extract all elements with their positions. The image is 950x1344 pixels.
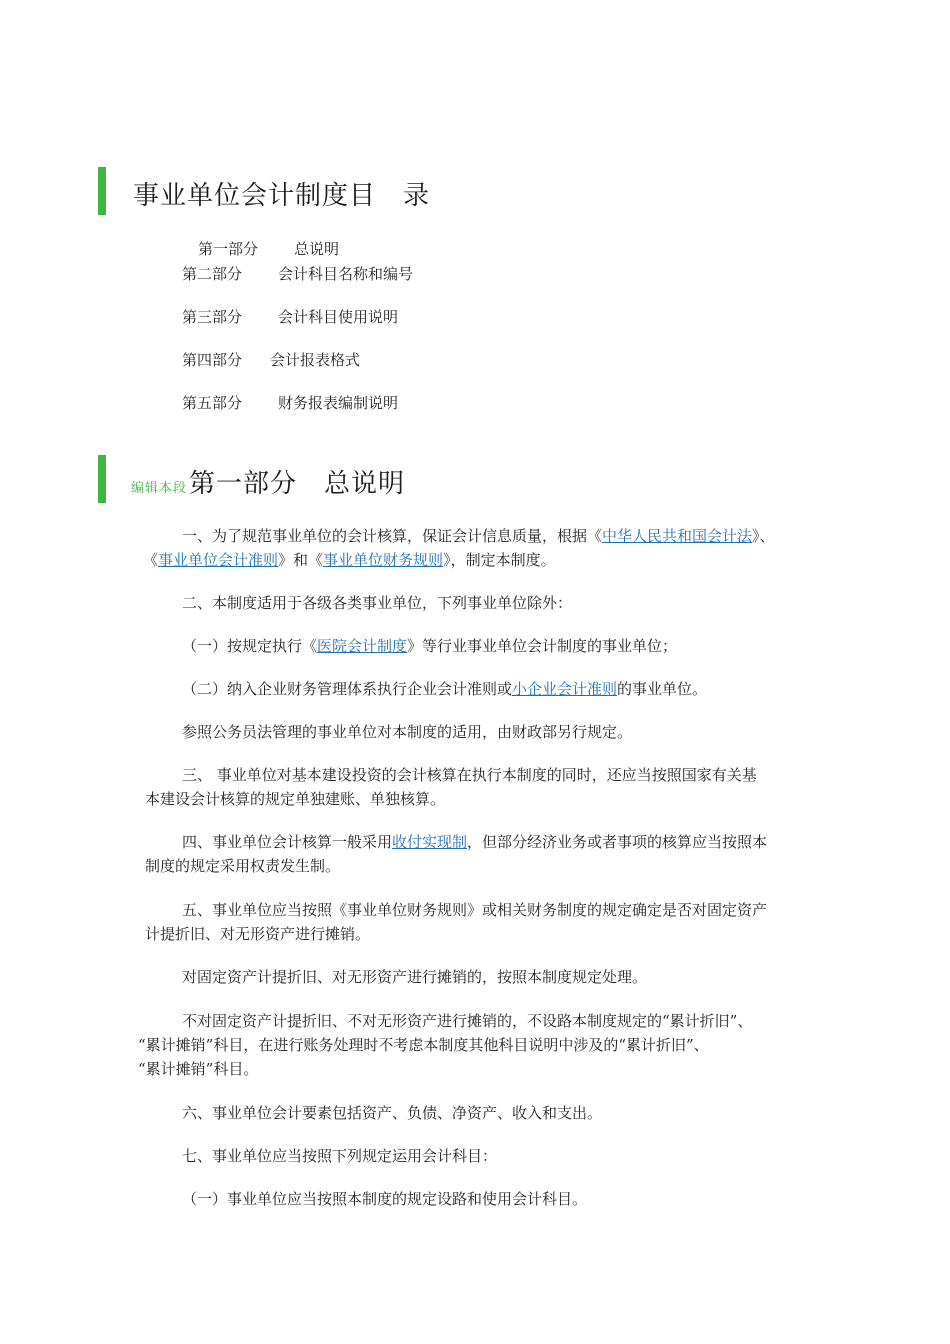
- paragraph: 五、事业单位应当按照《事业单位财务规则》或相关财务制度的规定确定是否对固定资产: [182, 901, 768, 919]
- text-run: 一、为了规范事业单位的会计核算，保证会计信息质量，根据《: [182, 527, 603, 545]
- text-run: 》和《: [278, 551, 324, 569]
- small-enterprise-standard-link[interactable]: 小企业会计准则: [512, 680, 618, 698]
- text-run: 四、事业单位会计核算一般采用: [182, 833, 393, 851]
- text-run: 》等行业事业单位会计制度的事业单位；: [407, 637, 678, 655]
- paragraph: 对固定资产计提折旧、对无形资产进行摊销的，按照本制度规定处理。: [182, 968, 648, 986]
- toc-item-number: 第二部分: [182, 265, 243, 283]
- text-run: 的事业单位。: [617, 680, 708, 698]
- paragraph: 三、 事业单位对基本建设投资的会计核算在执行本制度的同时，还应当按照国家有关基: [182, 766, 757, 784]
- paragraph-continuation: “累计摊销”科目，在进行账务处理时不考虑本制度其他科目说明中涉及的“累计折旧”、: [138, 1036, 709, 1054]
- paragraph-continuation: [143, 548, 556, 572]
- paragraph: [182, 634, 677, 658]
- paragraph-continuation: 制度的规定采用权责发生制。: [145, 857, 341, 875]
- heading-accent-bar: [98, 167, 106, 215]
- accounting-standard-link[interactable]: 事业单位会计准则: [158, 551, 279, 569]
- paragraph-continuation: 计提折旧、对无形资产进行摊销。: [145, 925, 371, 943]
- paragraph: 不对固定资产计提折旧、不对无形资产进行摊销的，不设路本制度规定的“累计折旧”、: [182, 1012, 753, 1030]
- text-run: 》，制定本制度。: [443, 551, 556, 569]
- toc-item[interactable]: [182, 306, 398, 327]
- toc-item-number: 第四部分: [182, 351, 243, 369]
- toc-title: 事业单位会计制度目 录: [133, 181, 431, 211]
- paragraph: [182, 677, 707, 701]
- section-heading: [131, 463, 405, 500]
- paragraph: 七、事业单位应当按照下列规定运用会计科目：: [182, 1147, 498, 1165]
- toc-item-title: 会计科目名称和编号: [278, 265, 414, 283]
- financial-rules-link[interactable]: 事业单位财务规则: [323, 551, 444, 569]
- text-run: （一）按规定执行《: [182, 637, 318, 655]
- paragraph-continuation: “累计摊销”科目。: [138, 1060, 259, 1078]
- toc-item-number: 第五部分: [182, 394, 243, 412]
- text-run: （二）纳入企业财务管理体系执行企业会计准则或: [182, 680, 513, 698]
- paragraph: 六、事业单位会计要素包括资产、负债、净资产、收入和支出。: [182, 1104, 603, 1122]
- paragraph: 参照公务员法管理的事业单位对本制度的适用，由财政部另行规定。: [182, 723, 633, 741]
- paragraph: [182, 830, 767, 854]
- section-title: 第一部分 总说明: [189, 469, 406, 499]
- toc-item[interactable]: [182, 263, 413, 284]
- accounting-law-link[interactable]: 中华人民共和国会计法: [602, 527, 753, 545]
- hospital-accounting-link[interactable]: 医院会计制度: [317, 637, 408, 655]
- toc-item-number: 第三部分: [182, 308, 243, 326]
- toc-item[interactable]: [198, 238, 339, 259]
- edit-section-link[interactable]: 编辑本段: [131, 481, 188, 496]
- text-run: 《: [143, 551, 159, 569]
- toc-item-title: 总说明: [294, 240, 340, 258]
- cash-basis-link[interactable]: 收付实现制: [392, 833, 468, 851]
- paragraph-continuation: 本建设会计核算的规定单独建账、单独核算。: [145, 790, 446, 808]
- toc-item-title: 会计报表格式: [270, 351, 361, 369]
- toc-item[interactable]: [182, 392, 398, 413]
- toc-item[interactable]: [182, 349, 360, 370]
- paragraph: 二、本制度适用于各级各类事业单位，下列事业单位除外：: [182, 594, 573, 612]
- toc-item-title: 会计科目使用说明: [278, 308, 399, 326]
- toc-item-number: 第一部分: [198, 240, 259, 258]
- paragraph: [182, 524, 775, 548]
- text-run: ，但部分经济业务或者事项的核算应当按照本: [467, 833, 768, 851]
- heading-accent-bar: [98, 455, 106, 503]
- toc-item-title: 财务报表编制说明: [278, 394, 399, 412]
- text-run: 》、: [752, 527, 775, 545]
- paragraph: （一）事业单位应当按照本制度的规定设路和使用会计科目。: [182, 1190, 588, 1208]
